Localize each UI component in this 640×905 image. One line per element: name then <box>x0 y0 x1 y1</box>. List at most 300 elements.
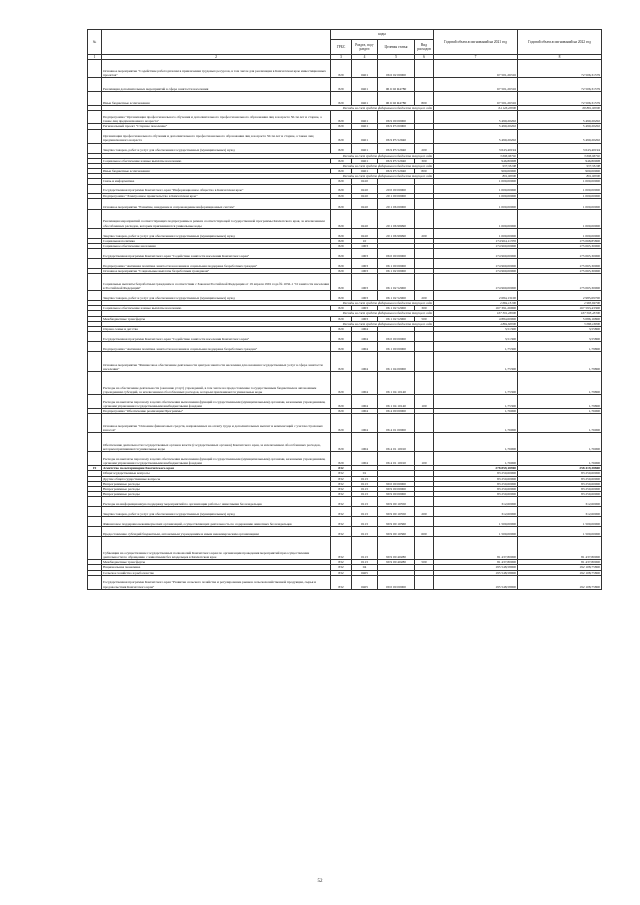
cell-name: Основное мероприятие "Социальные выплаты безработным гражданам" <box>102 269 331 274</box>
header-index: 2 <box>102 55 331 60</box>
cell-expense-type: 300 <box>415 158 434 163</box>
cell-amount-2021: 891,00000 <box>434 174 518 179</box>
cell-expense-type <box>415 517 434 527</box>
cell-expense-type <box>415 537 434 560</box>
cell-amount-2022: 3 643,40194 <box>518 143 602 153</box>
header-index: 6 <box>415 55 434 60</box>
cell-name: Социальные выплаты безработным гражданам в соответствии с Законом Российской Федерации от 19 апреля 1991 года № 1032-1 "О занятости населения в Российской Федерации" <box>102 274 331 291</box>
cell-razdel: 10 <box>352 238 378 243</box>
cell-razdel: 0410 <box>352 209 378 228</box>
cell-amount-2021: 2 684,13100 <box>434 301 518 306</box>
cell-amount-2021: 81 437,80000 <box>434 537 518 560</box>
cell-amount-2022: 175 065,30000 <box>518 243 602 248</box>
cell-num <box>88 209 102 228</box>
cell-razdel: 1003 <box>352 259 378 269</box>
cell-expense-type: 800 <box>415 169 434 174</box>
cell-grbs: 829 <box>331 352 352 372</box>
cell-razdel: 1004 <box>352 332 378 342</box>
cell-name: Основное мероприятие "Развитие, внедрение и сопровождение информационных систем" <box>102 198 331 209</box>
cell-amount-2021: 1 500,00000 <box>434 517 518 527</box>
cell-name: Иные бюджетные ассигнования <box>102 169 331 174</box>
cell-num <box>88 507 102 517</box>
cell-name: Расходы на информационную поддержку мероприятий по организации работы с животными без владельцев <box>102 497 331 507</box>
cell-grbs: 832 <box>331 486 352 491</box>
cell-target-article: 06 1 00 00000 <box>378 259 415 269</box>
cell-amount-2021: 3 643,40194 <box>434 143 518 153</box>
cell-razdel: 04 <box>352 565 378 570</box>
table-row <box>88 433 602 452</box>
cell-expense-type: 100 <box>415 452 434 466</box>
cell-name: Основное мероприятие "Освоение финансовых средств, направленных на оплату труда и дополнительных выплат и компенсаций с учетом страховых взносов" <box>102 414 331 433</box>
cell-grbs: 832 <box>331 565 352 570</box>
cell-razdel: 0113 <box>352 517 378 527</box>
cell-grbs: 829 <box>331 124 352 129</box>
cell-amount-2022: 5 490,20202 <box>518 129 602 143</box>
cell-amount-2022: 1,76000 <box>518 452 602 466</box>
cell-amount-2021: 312,60000 <box>434 497 518 507</box>
cell-amount-2022: 3,55800 <box>518 326 602 331</box>
cell-grbs: 829 <box>331 179 352 184</box>
table-row <box>88 372 602 395</box>
cell-amount-2022: 258 419,38800 <box>518 466 602 471</box>
cell-amount-2021: 83 250,60000 <box>434 476 518 481</box>
cell-amount-2022: 1 000,00000 <box>518 209 602 228</box>
cell-target-article: 99 9 00 10360 <box>378 517 415 527</box>
cell-name: Региональный проект "Старшее поколение" <box>102 124 331 129</box>
cell-amount-2021: 5 490,20202 <box>434 111 518 124</box>
cell-name: Подпрограмма "Обеспечение реализации Программы" <box>102 409 331 414</box>
cell-amount-2021: 3,51300 <box>434 332 518 342</box>
cell-amount-2022: 1,79800 <box>518 342 602 352</box>
cell-grbs: 829 <box>331 228 352 238</box>
cell-grbs: 829 <box>331 158 352 163</box>
header-index: 5 <box>378 55 415 60</box>
cell-razdel: 0113 <box>352 492 378 497</box>
cell-name: Закупка товаров, работ и услуг для обеспечения государственных (муниципальных) нужд <box>102 507 331 517</box>
cell-target-article: 06 4 01 10010 <box>378 433 415 452</box>
cell-amount-2021: 174 960,00000 <box>434 274 518 291</box>
cell-target-article: 06 4 01 00000 <box>378 414 415 433</box>
cell-amount-2022: 3 606,96792 <box>518 153 602 158</box>
cell-name: Расходы на обеспечение деятельности (оказание услуг) учреждений, в том числе на предоставление государственным бюджетным и автономным учреждениям субсидий, за исключением обособленных расходов, которым присваиваются уникальные коды <box>102 372 331 395</box>
cell-amount-2022: 1 500,00000 <box>518 517 602 527</box>
table-row <box>88 249 602 259</box>
cell-amount-2022: 167 593,43300 <box>518 306 602 311</box>
cell-amount-2022: 72 506,31579 <box>518 78 602 92</box>
cell-amount-2021: 1 000,00000 <box>434 179 518 184</box>
cell-grbs: 829 <box>331 259 352 269</box>
cell-amount-2021: 900,00000 <box>434 169 518 174</box>
cell-target-article: 06 9 P3 52940 <box>378 129 415 143</box>
cell-amount-2022: 68 881,00000 <box>518 106 602 111</box>
cell-target-article: 06 9 00 00000 <box>378 111 415 124</box>
cell-razdel: 0113 <box>352 560 378 565</box>
cell-name: Подпрограмма "Активная политика занятости населения и социальная поддержка безработных граждан" <box>102 259 331 269</box>
note-text: Расходы за счет средств федерального бюджета текущего года <box>102 321 434 326</box>
cell-amount-2021: 312,60000 <box>434 507 518 517</box>
cell-grbs: 829 <box>331 198 352 209</box>
cell-expense-type: 100 <box>415 395 434 409</box>
cell-amount-2022: 312,60000 <box>518 507 602 517</box>
cell-amount-2022: 1,79800 <box>518 395 602 409</box>
cell-num <box>88 527 102 537</box>
cell-expense-type: 500 <box>415 316 434 321</box>
cell-grbs: 829 <box>331 372 352 395</box>
cell-num <box>88 395 102 409</box>
cell-target-article: 20 1 06 00000 <box>378 198 415 209</box>
cell-num <box>88 274 102 291</box>
cell-amount-2021: 1 000,00000 <box>434 198 518 209</box>
cell-expense-type <box>415 414 434 433</box>
cell-grbs: 829 <box>331 274 352 291</box>
cell-amount-2022: 2 985,69700 <box>518 301 602 306</box>
cell-target-article: 06 1 02 00000 <box>378 269 415 274</box>
cell-num <box>88 129 102 143</box>
cell-grbs: 829 <box>331 193 352 198</box>
cell-amount-2021: 81 437,80000 <box>434 560 518 565</box>
cell-razdel: 0113 <box>352 486 378 491</box>
cell-grbs: 829 <box>331 433 352 452</box>
cell-amount-2021: 195 548,58900 <box>434 575 518 589</box>
cell-amount-2021: 67 501,26316 <box>434 60 518 78</box>
cell-razdel: 0401 <box>352 158 378 163</box>
cell-amount-2021: 1,75300 <box>434 342 518 352</box>
header-index: 7 <box>434 55 518 60</box>
cell-amount-2021: 1,75300 <box>434 395 518 409</box>
cell-amount-2021: 83 250,60000 <box>434 481 518 486</box>
cell-expense-type <box>415 342 434 352</box>
cell-razdel: 0410 <box>352 198 378 209</box>
cell-amount-2022: 1,76000 <box>518 433 602 452</box>
cell-amount-2021: 174 960,00000 <box>434 243 518 248</box>
cell-amount-2022: 5 490,20202 <box>518 111 602 124</box>
cell-amount-2022: 83 250,60000 <box>518 471 602 476</box>
cell-grbs: 829 <box>331 269 352 274</box>
cell-razdel: 1003 <box>352 269 378 274</box>
cell-grbs: 832 <box>331 537 352 560</box>
cell-expense-type <box>415 352 434 372</box>
table-row <box>88 497 602 507</box>
cell-grbs: 832 <box>331 466 352 471</box>
cell-target-article: 06 9 P3 00000 <box>378 124 415 129</box>
cell-razdel: 0113 <box>352 527 378 537</box>
cell-name: Другие общегосударственные вопросы <box>102 476 331 481</box>
cell-amount-2022: 1 000,00000 <box>518 184 602 193</box>
note-text: Расходы за счет средств федерального бюджета текущего года <box>102 153 434 158</box>
cell-grbs: 832 <box>331 492 352 497</box>
cell-name: Государственная программа Камчатского края "Содействие занятости населения Камчатского края" <box>102 249 331 259</box>
cell-target-article: 99 9 00 10350 <box>378 507 415 517</box>
cell-amount-2022: 1 500,00000 <box>518 527 602 537</box>
cell-name: Закупка товаров, работ и услуг для обеспечения государственных (муниципальных) нужд <box>102 291 331 301</box>
cell-target-article: 99 0 00 00000 <box>378 481 415 486</box>
cell-name: Социальная политика <box>102 238 331 243</box>
cell-name: Предоставление субсидий бюджетным, автономным учреждениям и иным некоммерческим организациям <box>102 527 331 537</box>
cell-num <box>88 92 102 106</box>
cell-num <box>88 111 102 124</box>
cell-amount-2021: 67 501,26316 <box>434 78 518 92</box>
cell-target-article: 06 4 01 10010 <box>378 452 415 466</box>
cell-amount-2021: 174 960,00000 <box>434 259 518 269</box>
cell-razdel: 1003 <box>352 316 378 321</box>
table-row <box>88 184 602 193</box>
cell-num <box>88 452 102 466</box>
cell-grbs: 832 <box>331 527 352 537</box>
table-row <box>88 274 602 291</box>
cell-razdel: 0405 <box>352 570 378 575</box>
cell-target-article: 20 1 00 00000 <box>378 193 415 198</box>
cell-name: Расходы на выплаты персоналу в целях обеспечения выполнения функций государственными (муниципальными) органами, казенными учреждениями, органами управления государственными внебюджетными фондами <box>102 452 331 466</box>
cell-razdel: 0113 <box>352 507 378 517</box>
cell-amount-2021: 1,75300 <box>434 352 518 372</box>
cell-name: Социальное обеспечение и иные выплаты населению <box>102 306 331 311</box>
cell-target-article: 06 9 P3 52940 <box>378 158 415 163</box>
cell-target-article: 99 9 00 40280 <box>378 560 415 565</box>
table-row <box>88 342 602 352</box>
cell-target-article: 99 9 00 00000 <box>378 486 415 491</box>
table-row <box>88 78 602 92</box>
cell-razdel: 0410 <box>352 193 378 198</box>
header-num: № <box>88 30 102 55</box>
cell-amount-2021: 195 548,58900 <box>434 565 518 570</box>
cell-expense-type <box>415 249 434 259</box>
cell-num <box>88 184 102 193</box>
cell-target-article: 06 9 P3 52940 <box>378 143 415 153</box>
cell-grbs: 829 <box>331 60 352 78</box>
cell-num <box>88 60 102 78</box>
cell-expense-type: 200 <box>415 228 434 238</box>
cell-target-article: 06 6 02 R4780 <box>378 92 415 106</box>
cell-amount-2021: 1,75300 <box>434 372 518 395</box>
cell-grbs: 829 <box>331 143 352 153</box>
cell-razdel: 1004 <box>352 409 378 414</box>
cell-grbs: 829 <box>331 249 352 259</box>
cell-expense-type: 500 <box>415 560 434 565</box>
cell-amount-2021: 4 884,60000 <box>434 321 518 326</box>
cell-target-article: 06 9 P3 52940 <box>378 169 415 174</box>
cell-grbs: 829 <box>331 452 352 466</box>
cell-amount-2021: 4 884,60000 <box>434 316 518 321</box>
note-text: Расходы за счет средств федерального бюджета текущего года <box>102 106 434 111</box>
header-year-2022: Годовой объем ассигнований на 2022 год <box>518 30 602 55</box>
cell-razdel: 1004 <box>352 395 378 409</box>
cell-razdel: 0113 <box>352 476 378 481</box>
cell-name: Подпрограмма "Организация профессионального обучения и дополнительного профессионального образования лиц в возрасте 50-ти лет и старше, а также лиц предпенсионного возраста" <box>102 111 331 124</box>
cell-grbs: 832 <box>331 471 352 476</box>
cell-target-article: 06 1 02 52900 <box>378 274 415 291</box>
cell-razdel: 0401 <box>352 111 378 124</box>
cell-grbs: 829 <box>331 291 352 301</box>
cell-target-article: 06 1 02 52900 <box>378 291 415 301</box>
cell-target-article: 06 1 04 00000 <box>378 352 415 372</box>
cell-num <box>88 78 102 92</box>
cell-name: Непрограммные расходы <box>102 486 331 491</box>
cell-num <box>88 143 102 153</box>
cell-expense-type <box>415 198 434 209</box>
cell-name: Сельское хозяйство и рыболовство <box>102 570 331 575</box>
cell-name: Основное мероприятие "Содействие работодателям в привлечении трудовых ресурсов, в том числе для реализации в Камчатском крае инвестиционных проектов" <box>102 60 331 78</box>
header-year-2021: Годовой объем ассигнований на 2021 год <box>434 30 518 55</box>
cell-amount-2022: 175 065,30000 <box>518 259 602 269</box>
cell-expense-type: 600 <box>415 527 434 537</box>
cell-razdel: 0410 <box>352 228 378 238</box>
cell-amount-2021: 83 250,60000 <box>434 471 518 476</box>
cell-razdel: 1004 <box>352 352 378 372</box>
cell-name: Межбюджетные трансферты <box>102 560 331 565</box>
cell-amount-2022: 192 108,75800 <box>518 575 602 589</box>
cell-razdel: 0401 <box>352 92 378 106</box>
cell-amount-2021: 937,33208 <box>434 163 518 168</box>
cell-razdel: 1003 <box>352 243 378 248</box>
header-index: 8 <box>518 55 602 60</box>
cell-expense-type <box>415 497 434 507</box>
table-row <box>88 111 602 124</box>
cell-grbs: 829 <box>331 395 352 409</box>
cell-name: Государственная программа Камчатского края "Информационное общество в Камчатском крае" <box>102 184 331 193</box>
cell-name: Подпрограмма "Активная политика занятости населения и социальная поддержка безработных граждан" <box>102 342 331 352</box>
cell-expense-type: 200 <box>415 143 434 153</box>
table-row <box>88 507 602 517</box>
cell-amount-2021: 83 250,60000 <box>434 486 518 491</box>
cell-amount-2021: 946,80008 <box>434 158 518 163</box>
cell-grbs: 829 <box>331 169 352 174</box>
cell-target-article: 20 0 00 00000 <box>378 184 415 193</box>
cell-amount-2021: 1 500,00000 <box>434 527 518 537</box>
table-row <box>88 517 602 527</box>
cell-expense-type <box>415 274 434 291</box>
cell-num <box>88 342 102 352</box>
cell-grbs: 829 <box>331 414 352 433</box>
header-expense-type: Вид расходов <box>415 40 434 55</box>
cell-amount-2021: 3 606,96792 <box>434 153 518 158</box>
table-row <box>88 332 602 342</box>
cell-target-article: 06 1 02 52900 <box>378 316 415 321</box>
cell-razdel: 1004 <box>352 326 378 331</box>
cell-razdel: 1004 <box>352 414 378 433</box>
cell-expense-type <box>415 60 434 78</box>
cell-grbs: 832 <box>331 517 352 527</box>
cell-amount-2022: 192 108,75800 <box>518 570 602 575</box>
cell-amount-2022: 81 437,80000 <box>518 537 602 560</box>
header-grbs: ГРБС <box>331 40 352 55</box>
table-row <box>88 575 602 589</box>
cell-num <box>88 372 102 395</box>
cell-expense-type <box>415 111 434 124</box>
cell-grbs: 832 <box>331 481 352 486</box>
cell-name: Охрана семьи и детства <box>102 326 331 331</box>
cell-name: Агентство по ветеринарии Камчатского края <box>102 466 331 471</box>
cell-target-article: 06 6 02 00000 <box>378 60 415 78</box>
cell-name: Финансовое поддержка некоммерческих организаций, осуществляющих деятельность по содержанию животных без владельцев <box>102 517 331 527</box>
cell-expense-type: 800 <box>415 92 434 106</box>
cell-razdel: 1003 <box>352 291 378 301</box>
cell-grbs: 829 <box>331 92 352 106</box>
cell-razdel: 01 <box>352 471 378 476</box>
cell-razdel: 0401 <box>352 129 378 143</box>
cell-grbs: 829 <box>331 326 352 331</box>
cell-razdel: 0410 <box>352 179 378 184</box>
cell-target-article: 06 1 02 52900 <box>378 306 415 311</box>
cell-grbs: 829 <box>331 209 352 228</box>
cell-grbs: 829 <box>331 332 352 342</box>
cell-amount-2022: 175 068,85800 <box>518 238 602 243</box>
table-row <box>88 92 602 106</box>
note-text: Расходы за счет средств федерального бюджета текущего года <box>102 311 434 316</box>
table-row <box>88 527 602 537</box>
cell-razdel: 0113 <box>352 497 378 507</box>
cell-name: Обеспечение деятельности государственных органов власти (государственных органов) Камчатского края, за исключением обособленных расходов, которым присваиваются уникальные коды <box>102 433 331 452</box>
cell-amount-2021: 83 250,60000 <box>434 492 518 497</box>
cell-amount-2022: 175 065,30000 <box>518 249 602 259</box>
header-index: 1 <box>88 55 102 60</box>
cell-target-article: 06 1 00 00000 <box>378 342 415 352</box>
table-row <box>88 143 602 153</box>
cell-expense-type <box>415 78 434 92</box>
cell-amount-2021: 195 548,58900 <box>434 570 518 575</box>
cell-name: Национальная экономика <box>102 565 331 570</box>
cell-amount-2022: 937,33208 <box>518 163 602 168</box>
cell-amount-2021: 64 126,20000 <box>434 106 518 111</box>
cell-amount-2021: 1,76000 <box>434 409 518 414</box>
cell-amount-2022: 1 000,00000 <box>518 198 602 209</box>
cell-grbs: 832 <box>331 497 352 507</box>
cell-amount-2022: 1 000,00000 <box>518 193 602 198</box>
cell-amount-2022: 83 250,60000 <box>518 486 602 491</box>
cell-amount-2021: 5 490,20202 <box>434 129 518 143</box>
cell-name: Организация профессионального обучения и дополнительного профессионального образования лиц в возрасте 50-ти лет и старше, а также лиц предпенсионного возраста <box>102 129 331 143</box>
table-row <box>88 537 602 560</box>
budget-document <box>87 29 601 590</box>
note-text: Расходы за счет средств федерального бюджета текущего года <box>102 174 434 179</box>
cell-target-article: 20 1 06 99990 <box>378 228 415 238</box>
cell-expense-type: 200 <box>415 507 434 517</box>
cell-amount-2021: 5 490,20202 <box>434 124 518 129</box>
cell-grbs: 829 <box>331 129 352 143</box>
cell-amount-2022: 891,00000 <box>518 174 602 179</box>
cell-amount-2021: 174 960,00000 <box>434 269 518 274</box>
cell-name: Расходы на выплаты персоналу в целях обеспечения выполнения функций государственными (муниципальными) органами, казенными учреждениями, органами управления государственными внебюджетными фондами <box>102 395 331 409</box>
cell-name: Подпрограмма "Электронное правительство в Камчатском крае" <box>102 193 331 198</box>
cell-razdel: 0401 <box>352 169 378 174</box>
header-codes-group: коды <box>331 30 434 40</box>
cell-razdel: 0113 <box>352 537 378 560</box>
table-row <box>88 228 602 238</box>
note-text: Расходы за счет средств федерального бюджета текущего года <box>102 301 434 306</box>
cell-grbs: 832 <box>331 570 352 575</box>
cell-razdel: 1004 <box>352 452 378 466</box>
cell-expense-type <box>415 372 434 395</box>
cell-expense-type <box>415 259 434 269</box>
cell-expense-type: 200 <box>415 291 434 301</box>
cell-amount-2022: 5 086,16800 <box>518 316 602 321</box>
cell-grbs: 829 <box>331 316 352 321</box>
cell-name: Государственная программа Камчатского края "Развитие сельского хозяйства и регулирование рынков сельскохозяйственной продукции, сырья и продовольствия Камчатского края" <box>102 575 331 589</box>
cell-amount-2022: 83 250,60000 <box>518 492 602 497</box>
cell-amount-2021: 1 000,00000 <box>434 228 518 238</box>
table-row <box>88 414 602 433</box>
cell-target-article: 06 1 04 10140 <box>378 395 415 409</box>
cell-razdel: 0401 <box>352 60 378 78</box>
cell-amount-2022: 312,60000 <box>518 497 602 507</box>
cell-grbs: 829 <box>331 111 352 124</box>
cell-amount-2021: 1,76000 <box>434 452 518 466</box>
table-row <box>88 395 602 409</box>
header-razdel: Раздел, под-раздел <box>352 40 378 55</box>
cell-target-article: 06 1 04 10140 <box>378 372 415 395</box>
cell-name: Реализация мероприятий соответствующих подпрограммы в рамках соответствующей государственной программы Камчатского края, за исключением обособленных расходов, которым присваиваются уникальные коды <box>102 209 331 228</box>
table-row <box>88 352 602 372</box>
cell-grbs: 829 <box>331 409 352 414</box>
